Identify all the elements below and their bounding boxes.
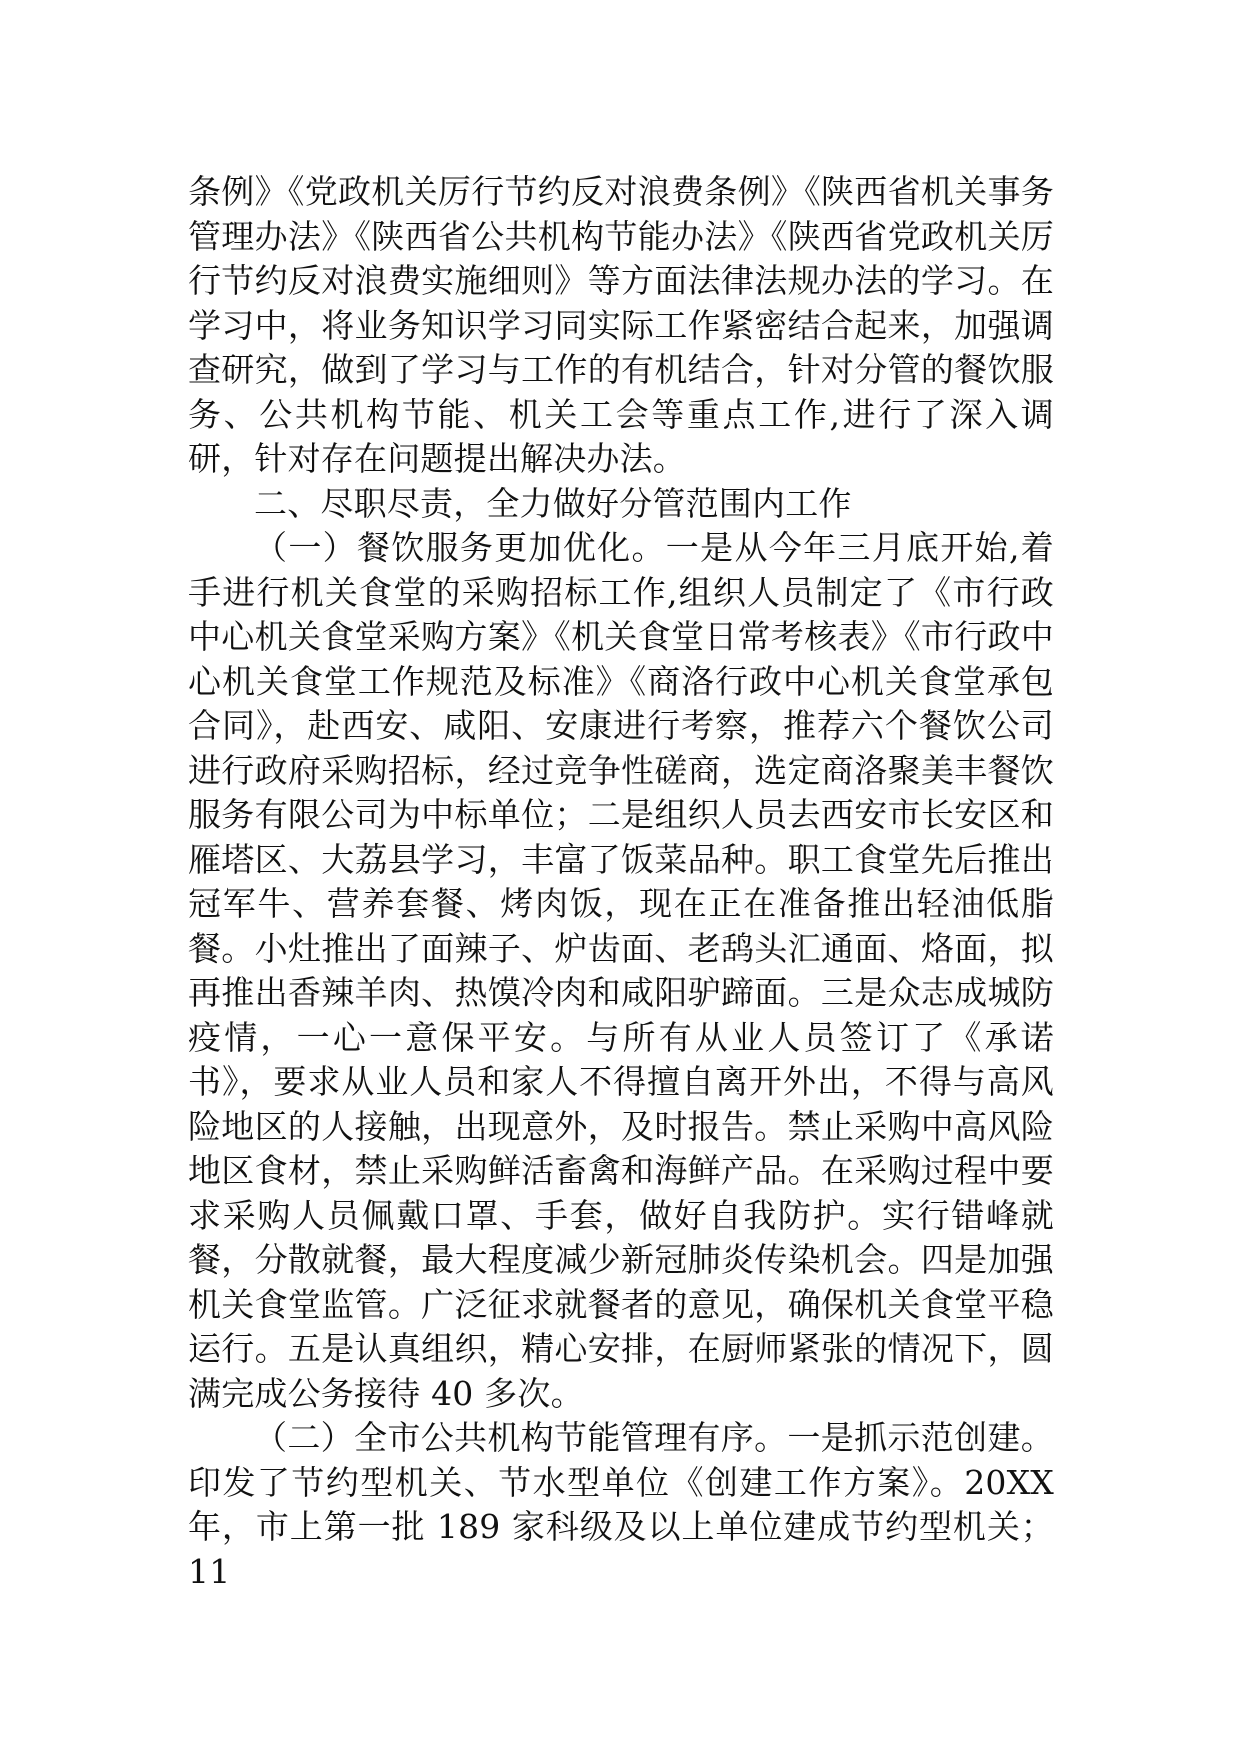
paragraph-catering: （一）餐饮服务更加优化。一是从今年三月底开始,着手进行机关食堂的采购招标工作,组织人员制定了《市行政中心机关食堂采购方案》《机关食堂日常考核表》《市行政中心机关食堂工作规范及标准》《商洛行政中心机关食堂承包合同》，赴西安、咸阳、安康进行考察，推荐六个餐饮公司进行政府采购招标，经过竞争性磋商，选定商洛聚美丰餐饮服务有限公司为中标单位；二是组织人员去西安市长安区和雁塔区、大荔县学习，丰富了饭菜品种。职工食堂先后推出冠军牛、营养套餐、烤肉饭，现在正在准备推出轻油低脂餐。小灶推出了面辣子、炉齿面、老鸹头汇通面、烙面，拟再推出香辣羊肉、热馍冷肉和咸阳驴蹄面。三是众志成城防疫情，一心一意保平安。与所有从业人员签订了《承诺书》，要求从业人员和家人不得擅自离开外出，不得与高风险地区的人接触，出现意外，及时报告。禁止采购中高风险地区食材，禁止采购鲜活畜禽和海鲜产品。在采购过程中要求采购人员佩戴口罩、手套，做好自我防护。实行错峰就餐，分散就餐，最大程度减少新冠肺炎传染机会。四是加强机关食堂监管。广泛征求就餐者的意见，确保机关食堂平稳运行。五是认真组织，精心安排，在厨师紧张的情况下，圆满完成公务接待 40 多次。 [188, 528, 1054, 1413]
document-body [188, 170, 1054, 1594]
paragraph-energy: （二）全市公共机构节能管理有序。一是抓示范创建。印发了节约型机关、节水型单位《创建工作方案》。20XX年，市上第一批 189 家科级及以上单位建成节约型机关；11 [188, 1418, 1054, 1591]
paragraph-continued: 条例》《党政机关厉行节约反对浪费条例》《陕西省机关事务管理办法》《陕西省公共机构节能办法》《陕西省党政机关厉行节约反对浪费实施细则》等方面法律法规办法的学习。在学习中，将业务知识学习同实际工作紧密结合起来，加强调查研究，做到了学习与工作的有机结合，针对分管的餐饮服务、公共机构节能、机关工会等重点工作,进行了深入调研，针对存在问题提出解决办法。 [188, 172, 1054, 478]
section-heading: 二、尽职尽责，全力做好分管范围内工作 [254, 483, 852, 523]
